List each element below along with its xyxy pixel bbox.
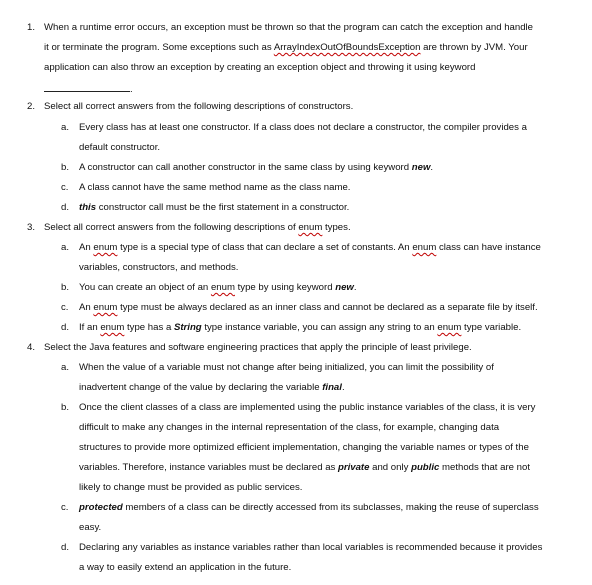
question-2-option-line — [79, 142, 160, 154]
text-run: Select the Java features and software engineering practices that apply the principle of least privilege. — [44, 342, 472, 353]
text-run: An — [79, 242, 94, 253]
text-run: type instance variable, you can assign any string to an — [201, 322, 438, 333]
question-4-option-line — [79, 462, 530, 474]
question-2-option-line — [79, 162, 433, 174]
question-3-option-letter: b. — [61, 282, 70, 293]
text-run: default constructor. — [79, 142, 161, 153]
question-4-option-line — [79, 522, 101, 534]
question-4-option-letter: b. — [61, 402, 70, 413]
text-run: . — [130, 84, 133, 95]
text-run: types. — [322, 222, 351, 233]
keyword-emphasis: new — [335, 282, 354, 293]
text-run: Once the client classes of a class are implemented using the public instance variables of the class, it is very — [79, 402, 536, 413]
question-4-number: 4. — [27, 342, 36, 353]
spellcheck-flagged-word: enum — [298, 222, 323, 233]
text-run: An — [79, 302, 94, 313]
keyword-emphasis: protected — [79, 502, 123, 513]
text-run: type must be always declared as an inner class and cannot be declared as a separate file by itself. — [117, 302, 538, 313]
question-2-option-letter: b. — [61, 162, 70, 173]
keyword-emphasis: private — [338, 462, 370, 473]
keyword-emphasis: public — [411, 462, 440, 473]
text-run: type variable. — [461, 322, 522, 333]
question-4-option-line — [79, 542, 542, 554]
keyword-emphasis: String — [173, 322, 202, 333]
question-3-option-letter: a. — [61, 242, 70, 253]
text-run: . — [353, 282, 357, 293]
keyword-emphasis: final — [322, 382, 342, 393]
question-4-option-line — [79, 562, 291, 574]
text-run: type has a — [124, 322, 174, 333]
spellcheck-flagged-word: enum — [93, 302, 118, 313]
question-3-option-line — [79, 262, 238, 274]
text-run: Declaring any variables as instance variables rather than local variables is recommended because it provides — [79, 542, 543, 553]
question-2-option-line — [79, 182, 350, 194]
text-run: are thrown by JVM. Your — [420, 42, 528, 53]
question-2-option-line — [79, 122, 527, 134]
spellcheck-flagged-word: enum — [93, 242, 118, 253]
text-run: Every class has at least one constructor. If a class does not declare a constructor, the compiler provides a — [79, 122, 527, 133]
text-run: When a runtime error occurs, an exception must be thrown so that the program can catch the exception and handle — [44, 22, 534, 33]
question-4-option-letter: c. — [61, 502, 69, 513]
question-4-option-line — [79, 422, 499, 434]
text-run: If an — [79, 322, 101, 333]
text-run: members of a class can be directly accessed from its subclasses, making the reuse of superclass — [122, 502, 539, 513]
question-3-option-line — [79, 322, 521, 334]
question-1-text-line — [44, 42, 528, 54]
question-3-option-letter: d. — [61, 322, 70, 333]
text-run: a way to easily extend an application in the future. — [79, 562, 292, 573]
text-run: it or terminate the program. Some exceptions such as — [44, 42, 274, 53]
question-2-option-letter: c. — [61, 182, 69, 193]
text-run: constructor call must be the first statement in a constructor. — [96, 202, 350, 213]
question-4-option-letter: d. — [61, 542, 70, 553]
spellcheck-flagged-word: enum — [412, 242, 437, 253]
keyword-emphasis: new — [411, 162, 431, 173]
text-run: When the value of a variable must not change after being initialized, you can limit the possibility of — [79, 362, 494, 373]
question-4-text-line — [44, 342, 472, 354]
answer-blank — [44, 82, 130, 92]
question-4-option-line — [79, 382, 345, 394]
text-run: variables, constructors, and methods. — [79, 262, 239, 273]
text-run: . — [430, 162, 434, 173]
text-run: class can have instance — [436, 242, 541, 253]
question-1-text-line — [44, 22, 533, 34]
text-run: variables. Therefore, instance variables must be declared as — [79, 462, 338, 473]
question-3-option-letter: c. — [61, 302, 69, 313]
question-2-option-letter: a. — [61, 122, 70, 133]
question-4-option-line — [79, 442, 529, 454]
text-run: likely to change must be provided as public services. — [79, 482, 303, 493]
text-run: difficult to make any changes in the internal representation of the class, for example, changing data — [79, 422, 500, 433]
spellcheck-flagged-word: enum — [210, 282, 235, 293]
question-2-option-letter: d. — [61, 202, 70, 213]
spellcheck-flagged-word: enum — [100, 322, 125, 333]
question-2-option-line — [79, 202, 349, 214]
question-3-number: 3. — [27, 222, 36, 233]
text-run: type is a special type of class that can declare a set of constants. An — [117, 242, 413, 253]
question-4-option-line — [79, 502, 539, 514]
text-run: type by using keyword — [234, 282, 336, 293]
keyword-emphasis: this — [79, 202, 97, 213]
question-4-option-line — [79, 362, 494, 374]
question-3-text-line — [44, 222, 351, 234]
question-3-option-line — [79, 302, 538, 314]
question-4-option-letter: a. — [61, 362, 70, 373]
text-run: You can create an object of an — [79, 282, 211, 293]
text-run: methods that are not — [439, 462, 530, 473]
question-1-number: 1. — [27, 22, 36, 33]
question-4-option-line — [79, 482, 302, 494]
question-3-option-line — [79, 282, 357, 294]
text-run: Select all correct answers from the following descriptions of constructors. — [44, 101, 354, 112]
text-run: application can also throw an exception by creating an exception object and throwing it using keyword — [44, 62, 476, 73]
text-run: structures to provide more optimized efficient implementation, changing the variable names or types of the — [79, 442, 529, 453]
question-2-text-line — [44, 101, 353, 113]
text-run: A constructor can call another constructor in the same class by using keyword — [79, 162, 412, 173]
text-run: Select all correct answers from the following descriptions of — [44, 222, 299, 233]
question-1-text-line — [44, 82, 133, 96]
text-run: easy. — [79, 522, 102, 533]
question-2-number: 2. — [27, 101, 36, 112]
spellcheck-flagged-word: enum — [437, 322, 462, 333]
text-run: . — [341, 382, 345, 393]
spellcheck-flagged-word: ArrayIndexOutOfBoundsException — [273, 42, 421, 53]
text-run: and only — [369, 462, 412, 473]
text-run: A class cannot have the same method name as the class name. — [79, 182, 351, 193]
question-1-text-line — [44, 62, 475, 74]
question-4-option-line — [79, 402, 535, 414]
text-run: inadvertent change of the value by declaring the variable — [79, 382, 323, 393]
question-3-option-line — [79, 242, 541, 254]
